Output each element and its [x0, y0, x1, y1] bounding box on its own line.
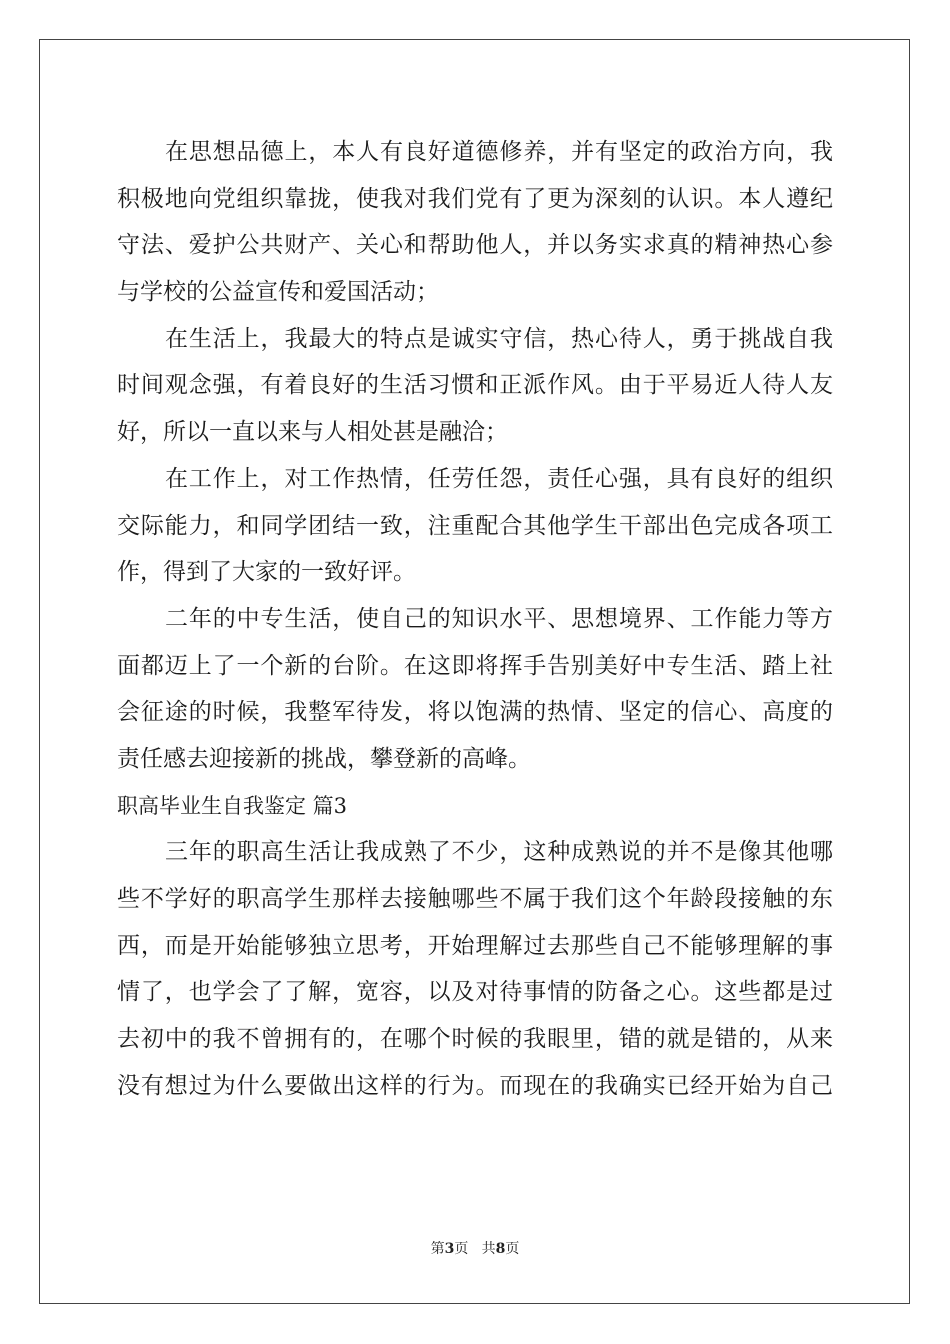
text-line: 守法、爱护公共财产、关心和帮助他人，并以务实求真的精神热心参	[117, 232, 833, 259]
text-line: 积极地向党组织靠拢，使我对我们党有了更为深刻的认识。本人遵纪	[117, 185, 833, 212]
paragraph-section-3	[117, 829, 833, 1109]
text-line: 好，所以一直以来与人相处甚是融洽；	[117, 419, 508, 446]
text-line: 责任感去迎接新的挑战，攀登新的高峰。	[117, 745, 531, 772]
text-line: 与学校的公益宣传和爱国活动；	[117, 279, 439, 306]
text-line: 面都迈上了一个新的台阶。在这即将挥手告别美好中专生活、踏上社	[117, 652, 833, 679]
section-heading: 职高毕业生自我鉴定 篇3	[117, 793, 348, 818]
paragraph-life	[117, 316, 833, 456]
text-line: 在思想品德上，本人有良好道德修养，并有坚定的政治方向，我	[165, 139, 833, 165]
text-line: 二年的中专生活，使自己的知识水平、思想境界、工作能力等方	[165, 605, 833, 632]
paragraph-ideology	[117, 129, 833, 316]
text-line: 情了，也学会了了解，宽容，以及对待事情的防备之心。这些都是过	[117, 979, 833, 1006]
text-line: 西，而是开始能够独立思考，开始理解过去那些自己不能够理解的事	[117, 932, 833, 959]
text-line: 交际能力，和同学团结一致，注重配合其他学生干部出色完成各项工	[117, 512, 833, 539]
text-line: 三年的职高生活让我成熟了不少，这种成熟说的并不是像其他哪	[165, 839, 833, 866]
page-number: 3	[444, 1241, 455, 1257]
text-line: 些不学好的职高学生那样去接触哪些不属于我们这个年龄段接触的东	[117, 886, 833, 912]
text-line: 在生活上，我最大的特点是诚实守信，热心待人，勇于挑战自我	[165, 325, 833, 352]
total-suffix: 页	[505, 1241, 520, 1257]
total-prefix: 共	[481, 1241, 496, 1257]
paragraph-summary	[117, 596, 833, 783]
page-suffix: 页	[454, 1241, 469, 1257]
text-line: 没有想过为什么要做出这样的行为。而现在的我确实已经开始为自己	[117, 1072, 833, 1099]
page-prefix: 第	[430, 1241, 445, 1257]
document-body	[117, 129, 833, 1109]
text-line: 在工作上，对工作热情，任劳任怨，责任心强，具有良好的组织	[165, 465, 833, 492]
total-pages: 8	[495, 1241, 506, 1257]
text-line: 去初中的我不曾拥有的，在哪个时候的我眼里，错的就是错的，从来	[117, 1026, 833, 1053]
page-footer	[0, 1238, 950, 1258]
paragraph-work	[117, 456, 833, 596]
text-line: 时间观念强，有着良好的生活习惯和正派作风。由于平易近人待人友	[117, 372, 833, 399]
text-line: 会征途的时候，我整军待发，将以饱满的热情、坚定的信心、高度的	[117, 699, 833, 726]
text-line: 作，得到了大家的一致好评。	[117, 559, 416, 586]
